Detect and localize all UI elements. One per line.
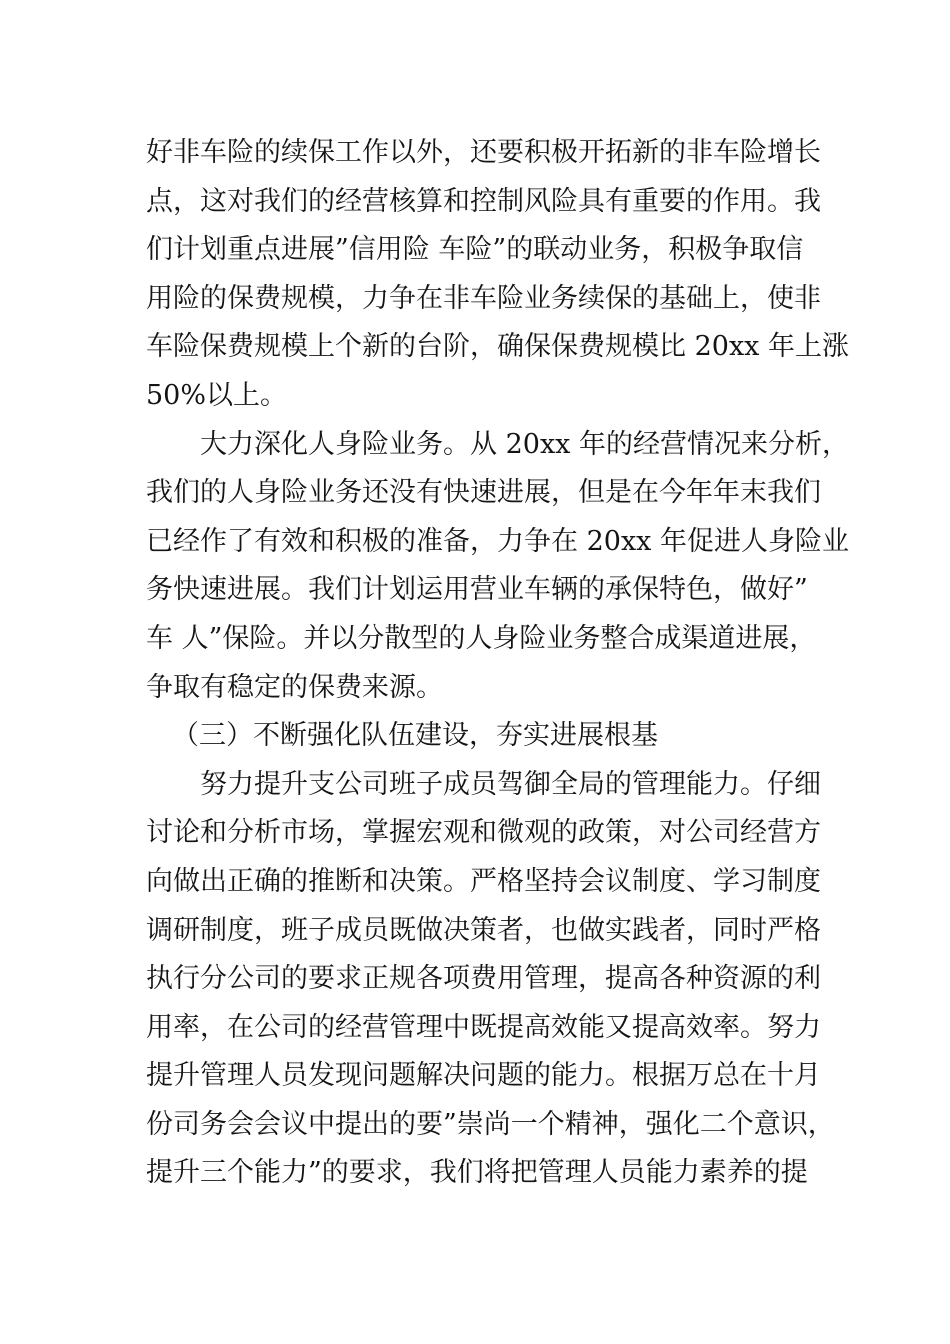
text-line: 争取有稳定的保费来源。 <box>146 671 443 703</box>
text-line: 讨论和分析市场，掌握宏观和微观的政策，对公司经营方 <box>146 817 821 849</box>
paragraph-first-line: 大力深化人身险业务。从 20xx 年的经营情况来分析， <box>200 428 849 460</box>
text-line: 好非车险的续保工作以外，还要积极开拓新的非车险增长 <box>146 137 821 168</box>
paragraph-first-line: 努力提升支公司班子成员驾御全局的管理能力。仔细 <box>200 768 821 800</box>
text-line: 调研制度，班子成员既做决策者，也做实践者，同时严格 <box>146 914 821 946</box>
text-line: 点，这对我们的经营核算和控制风险具有重要的作用。我 <box>146 185 821 217</box>
text-line: 已经作了有效和积极的准备，力争在 20xx 年促进人身险业 <box>146 525 849 557</box>
text-line: 车险保费规模上个新的台阶，确保保费规模比 20xx 年上涨 <box>146 331 849 363</box>
text-line: 用险的保费规模，力争在非车险业务续保的基础上，使非 <box>146 282 821 314</box>
text-line: 车 人”保险。并以分散型的人身险业务整合成渠道进展， <box>146 622 817 654</box>
text-line: 50%以上。 <box>146 379 288 411</box>
text-line: 执行分公司的要求正规各项费用管理，提高各种资源的利 <box>146 963 821 995</box>
text-line: 们计划重点进展”信用险 车险”的联动业务，积极争取信 <box>146 234 804 266</box>
text-line: 提升三个能力”的要求，我们将把管理人员能力素养的提 <box>146 1157 808 1189</box>
text-line: 务快速进展。我们计划运用营业车辆的承保特色，做好” <box>146 574 808 606</box>
text-line: 份司务会会议中提出的要”崇尚一个精神，强化二个意识， <box>146 1108 835 1140</box>
text-line: 提升管理人员发现问题解决问题的能力。根据万总在十月 <box>146 1060 821 1092</box>
text-line: 向做出正确的推断和决策。严格坚持会议制度、学习制度 <box>146 865 821 897</box>
section-heading: （三）不断强化队伍建设，夯实进展根基 <box>172 720 658 752</box>
text-line: 用率，在公司的经营管理中既提高效能又提高效率。努力 <box>146 1011 821 1043</box>
text-line: 我们的人身险业务还没有快速进展，但是在今年年末我们 <box>146 477 821 509</box>
body-text <box>146 129 849 1198</box>
